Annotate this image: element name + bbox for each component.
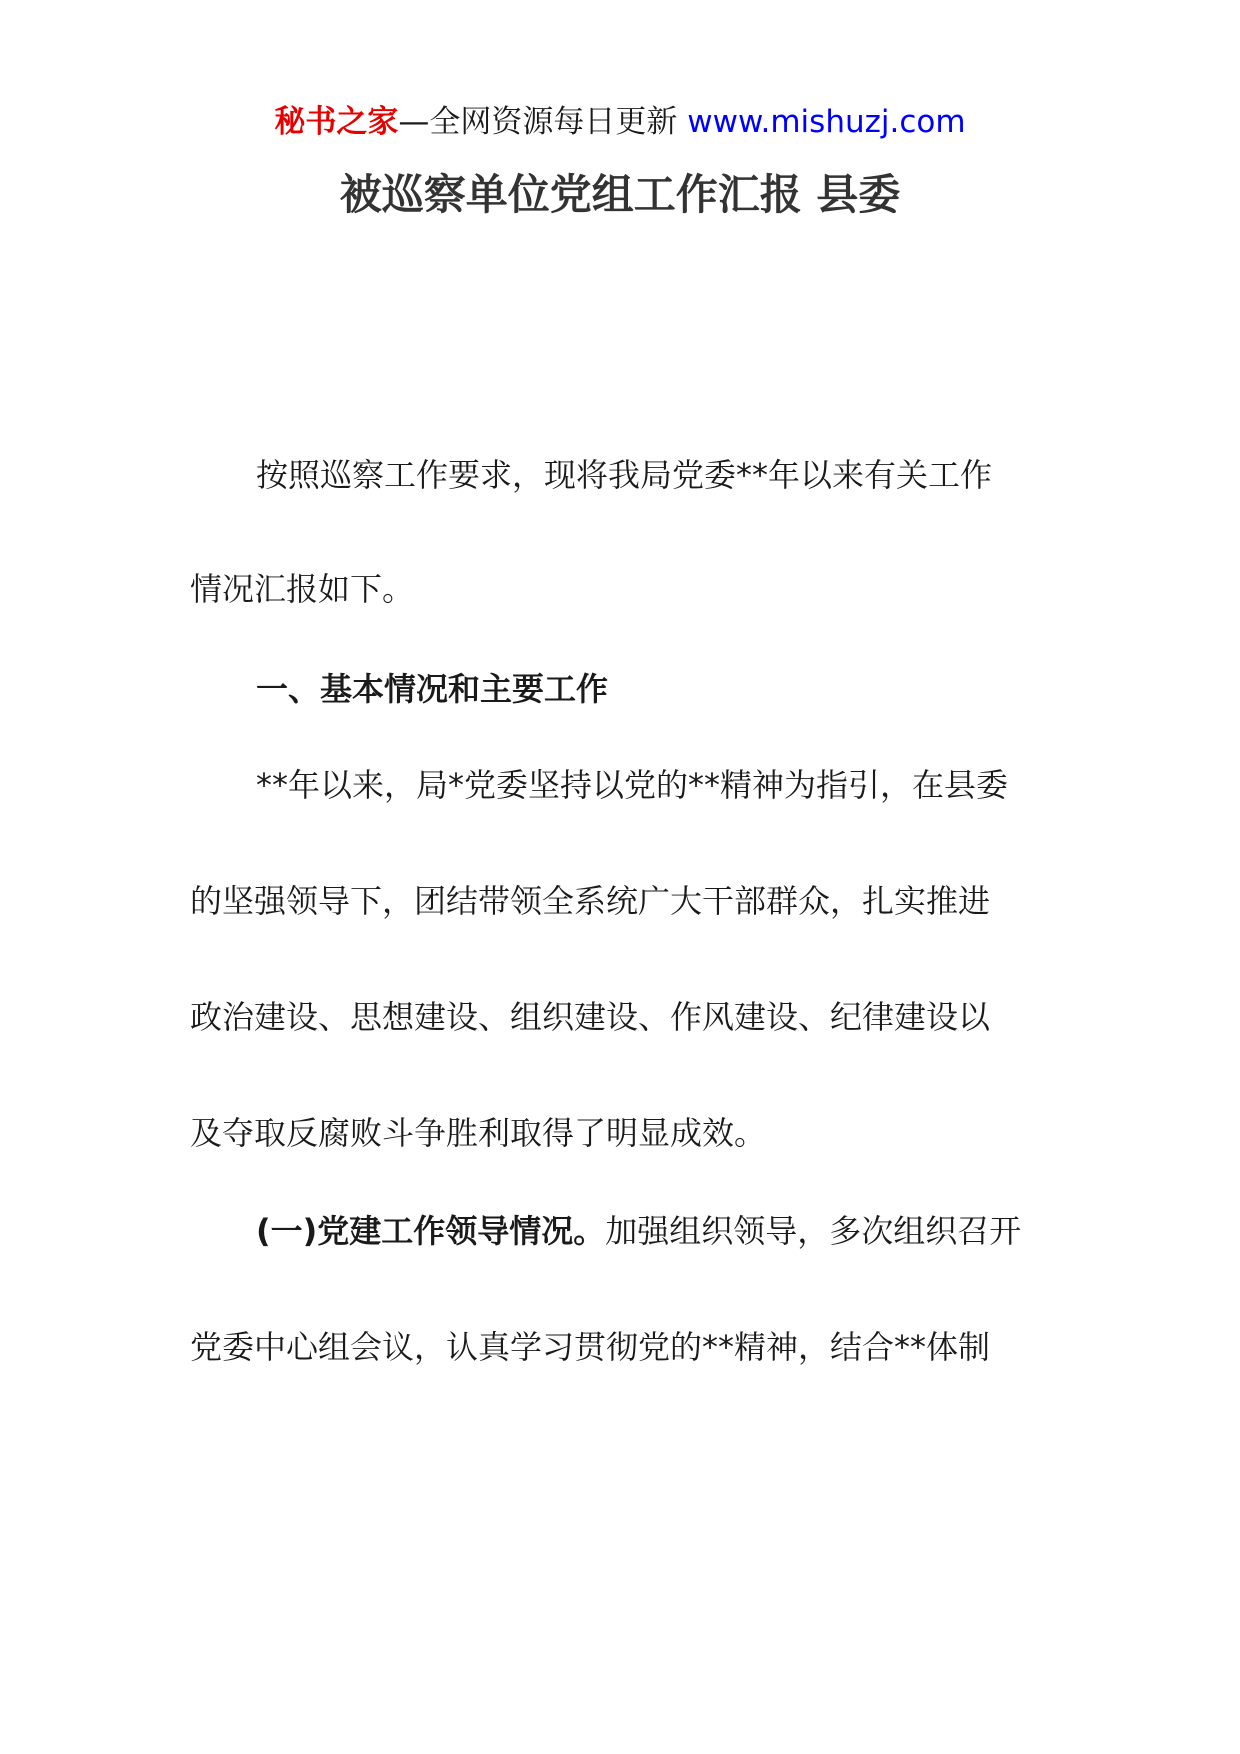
paragraph-line: 及夺取反腐败斗争胜利取得了明显成效。 [190, 1114, 767, 1152]
paragraph-line: 情况汇报如下。 [190, 570, 415, 608]
site-url-link[interactable]: www.mishuzj.com [687, 104, 966, 140]
section-heading: 一、基本情况和主要工作 [256, 670, 609, 708]
subsection-text: 加强组织领导，多次组织召开 [605, 1212, 1022, 1250]
subsection-paragraph [256, 1208, 1060, 1254]
paragraph-line: **年以来，局*党委坚持以党的**精神为指引，在县委 [256, 766, 1009, 804]
subsection-heading: (一)党建工作领导情况。 [256, 1212, 606, 1250]
brand-name: 秘书之家 [274, 104, 399, 140]
paragraph-line: 按照巡察工作要求，现将我局党委**年以来有关工作 [256, 456, 993, 494]
banner-tagline: —全网资源每日更新 [398, 104, 688, 140]
paragraph-line: 的坚强领导下，团结带领全系统广大干部群众，扎实推进 [190, 882, 991, 920]
paragraph-line: 政治建设、思想建设、组织建设、作风建设、纪律建设以 [190, 998, 991, 1036]
paragraph-line: 党委中心组会议，认真学习贯彻党的**精神，结合**体制 [190, 1328, 991, 1366]
document-title: 被巡察单位党组工作汇报 县委 [339, 170, 901, 219]
site-banner [0, 100, 1240, 144]
